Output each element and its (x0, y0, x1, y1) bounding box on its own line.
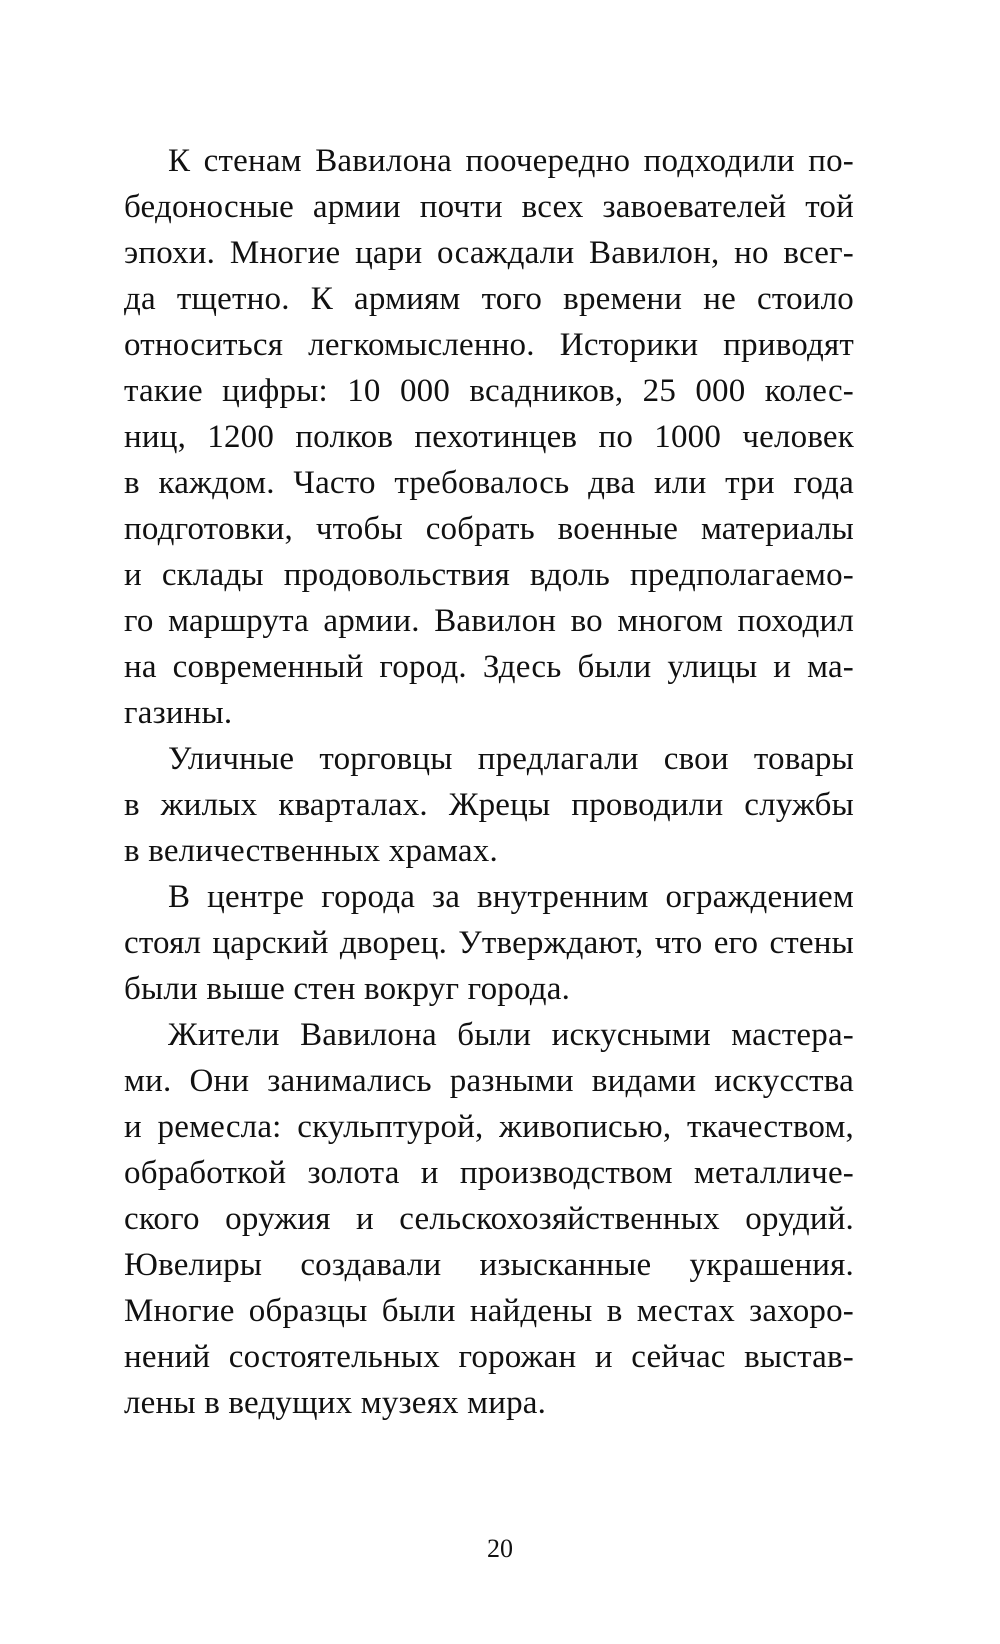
page-text (124, 138, 854, 1426)
page-number: 20 (487, 1534, 513, 1563)
text-line: в величественных храмах. (124, 833, 498, 869)
paragraph-3 (124, 874, 854, 1012)
text-line: К стенам Вавилона поочередно подходили по- (168, 143, 854, 179)
text-line: бедоносные армии почти всех завоевателей той (124, 189, 854, 225)
paragraph-2 (124, 736, 854, 874)
text-line: Уличные торговцы предлагали свои товары (168, 741, 854, 777)
text-line: да тщетно. К армиям того времени не стоило (124, 281, 854, 317)
text-line: ниц, 1200 полков пехотинцев по 1000 человек (124, 419, 854, 455)
text-line: относиться легкомысленно. Историки приводят (124, 327, 854, 363)
text-line: обработкой золота и производством металличе- (124, 1155, 854, 1191)
text-line: на современный город. Здесь были улицы и ма- (124, 649, 854, 685)
text-line: подготовки, чтобы собрать военные материалы (124, 511, 854, 547)
paragraph-4 (124, 1012, 854, 1426)
text-line: лены в ведущих музеях мира. (124, 1385, 547, 1421)
text-line: газины. (124, 695, 233, 731)
text-line: и ремесла: скульптурой, живописью, ткачеством, (124, 1109, 854, 1145)
text-line: в каждом. Часто требовалось два или три года (124, 465, 854, 501)
text-line: го маршрута армии. Вавилон во многом походил (124, 603, 854, 639)
text-line: нений состоятельных горожан и сейчас выстав- (124, 1339, 854, 1375)
text-line: ми. Они занимались разными видами искусства (124, 1063, 854, 1099)
text-line: ского оружия и сельскохозяйственных орудий. (124, 1201, 854, 1237)
paragraph-1 (124, 138, 854, 736)
text-line: Ювелиры создавали изысканные украшения. (124, 1247, 854, 1283)
text-line: были выше стен вокруг города. (124, 971, 571, 1007)
text-line: стоял царский дворец. Утверждают, что его стены (124, 925, 854, 961)
text-line: Многие образцы были найдены в местах захоро- (124, 1293, 854, 1329)
text-line: эпохи. Многие цари осаждали Вавилон, но всег- (124, 235, 854, 271)
text-line: такие цифры: 10 000 всадников, 25 000 колес- (124, 373, 854, 409)
text-line: В центре города за внутренним ограждением (168, 879, 854, 915)
text-line: в жилых кварталах. Жрецы проводили службы (124, 787, 854, 823)
text-line: Жители Вавилона были искусными мастера- (168, 1017, 854, 1053)
text-line: и склады продовольствия вдоль предполагаемо- (124, 557, 854, 593)
